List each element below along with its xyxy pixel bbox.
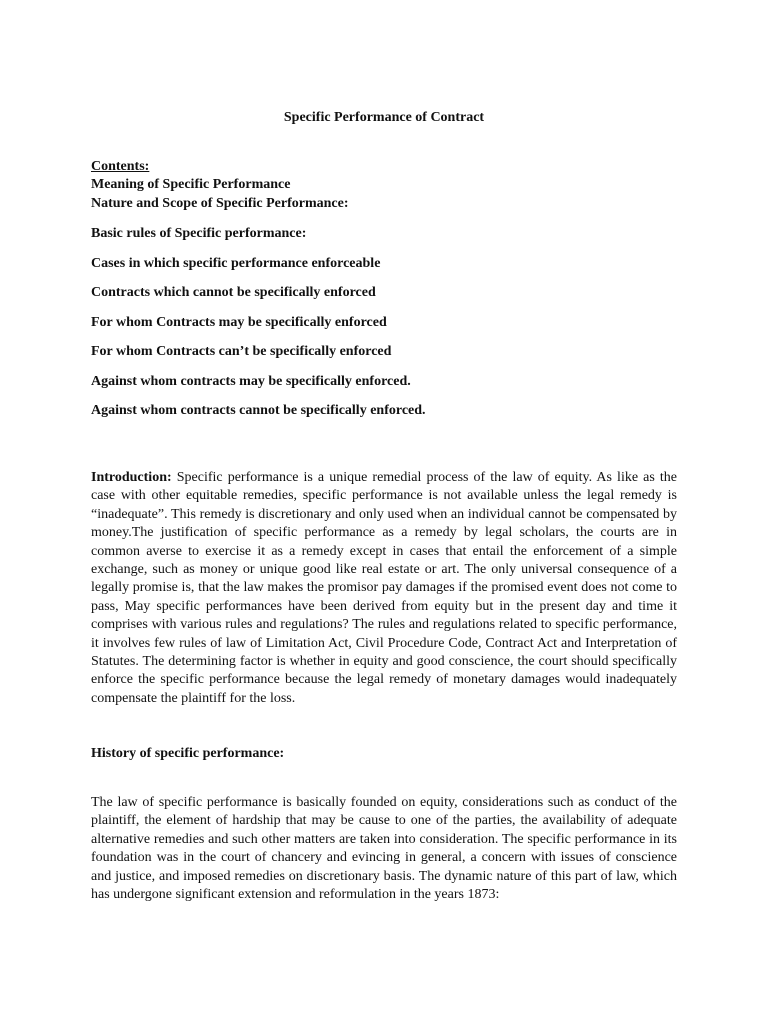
contents-line-meaning: Meaning of Specific Performance xyxy=(91,177,291,193)
introduction-text: Specific performance is a unique remedial process of the law of equity. As like as the case with other equitable remedies, specific performance is not available unless the legal remedy is “inadequate”. This remedy is discretionary and only used when an individual cannot be compensated by money.The justification of specific performance as a remedy by legal scholars, the courts are in common averse to exercise it as a remedy except in cases that entail the enforcement of a simple exchange, such as money or unique good like real estate or art. The only universal consequence of a legally promise is, that the law makes the promisor pay damages if the promised event does not come to pass, May specific performances have been derived from equity but in the present day and time it comprises with various rules and regulations? The rules and regulations related to specific performance, it involves few rules of law of Limitation Act, Civil Procedure Code, Contract Act and Interpretation of Statutes. The determining factor is whether in equity and good conscience, the court should specifically enforce the specific performance because the legal remedy of monetary damages would inadequately compensate the plaintiff for the loss. xyxy=(91,470,677,706)
contents-item-against-whom-may: Against whom contracts may be specifically enforced. xyxy=(91,373,411,389)
contents-item-enforceable-cases: Cases in which specific performance enforceable xyxy=(91,255,381,271)
history-paragraph: The law of specific performance is basically founded on equity, considerations such as conduct of the plaintiff, the element of hardship that may be cause to one of the parties, the availability of adequate alternative remedies and such other matters are taken into consideration. The specific performance in its foundation was in the court of chancery and evincing in general, a concern with issues of conscience and justice, and imposed remedies on discretionary basis. The dynamic nature of this part of law, which has undergone significant extension and reformulation in the years 1873: xyxy=(91,795,677,903)
contents-item-not-enforced: Contracts which cannot be specifically enforced xyxy=(91,285,376,300)
contents-block xyxy=(91,158,677,213)
contents-heading: Contents: xyxy=(91,159,150,174)
document-title: Specific Performance of Contract xyxy=(283,110,485,125)
contents-list xyxy=(91,225,677,432)
contents-item-basic-rules: Basic rules of Specific performance: xyxy=(91,226,307,241)
history-heading: History of specific performance: xyxy=(91,746,285,761)
document-page xyxy=(91,0,677,1024)
contents-item-for-whom-cannot: For whom Contracts can’t be specifically enforced xyxy=(91,344,392,359)
contents-item-against-whom-cannot: Against whom contracts cannot be specifically enforced. xyxy=(91,403,426,418)
introduction-lead: Introduction: xyxy=(91,470,172,485)
contents-line-nature-scope: Nature and Scope of Specific Performance: xyxy=(91,195,349,211)
contents-item-for-whom-may: For whom Contracts may be specifically enforced xyxy=(91,314,387,330)
introduction-paragraph xyxy=(91,469,677,708)
